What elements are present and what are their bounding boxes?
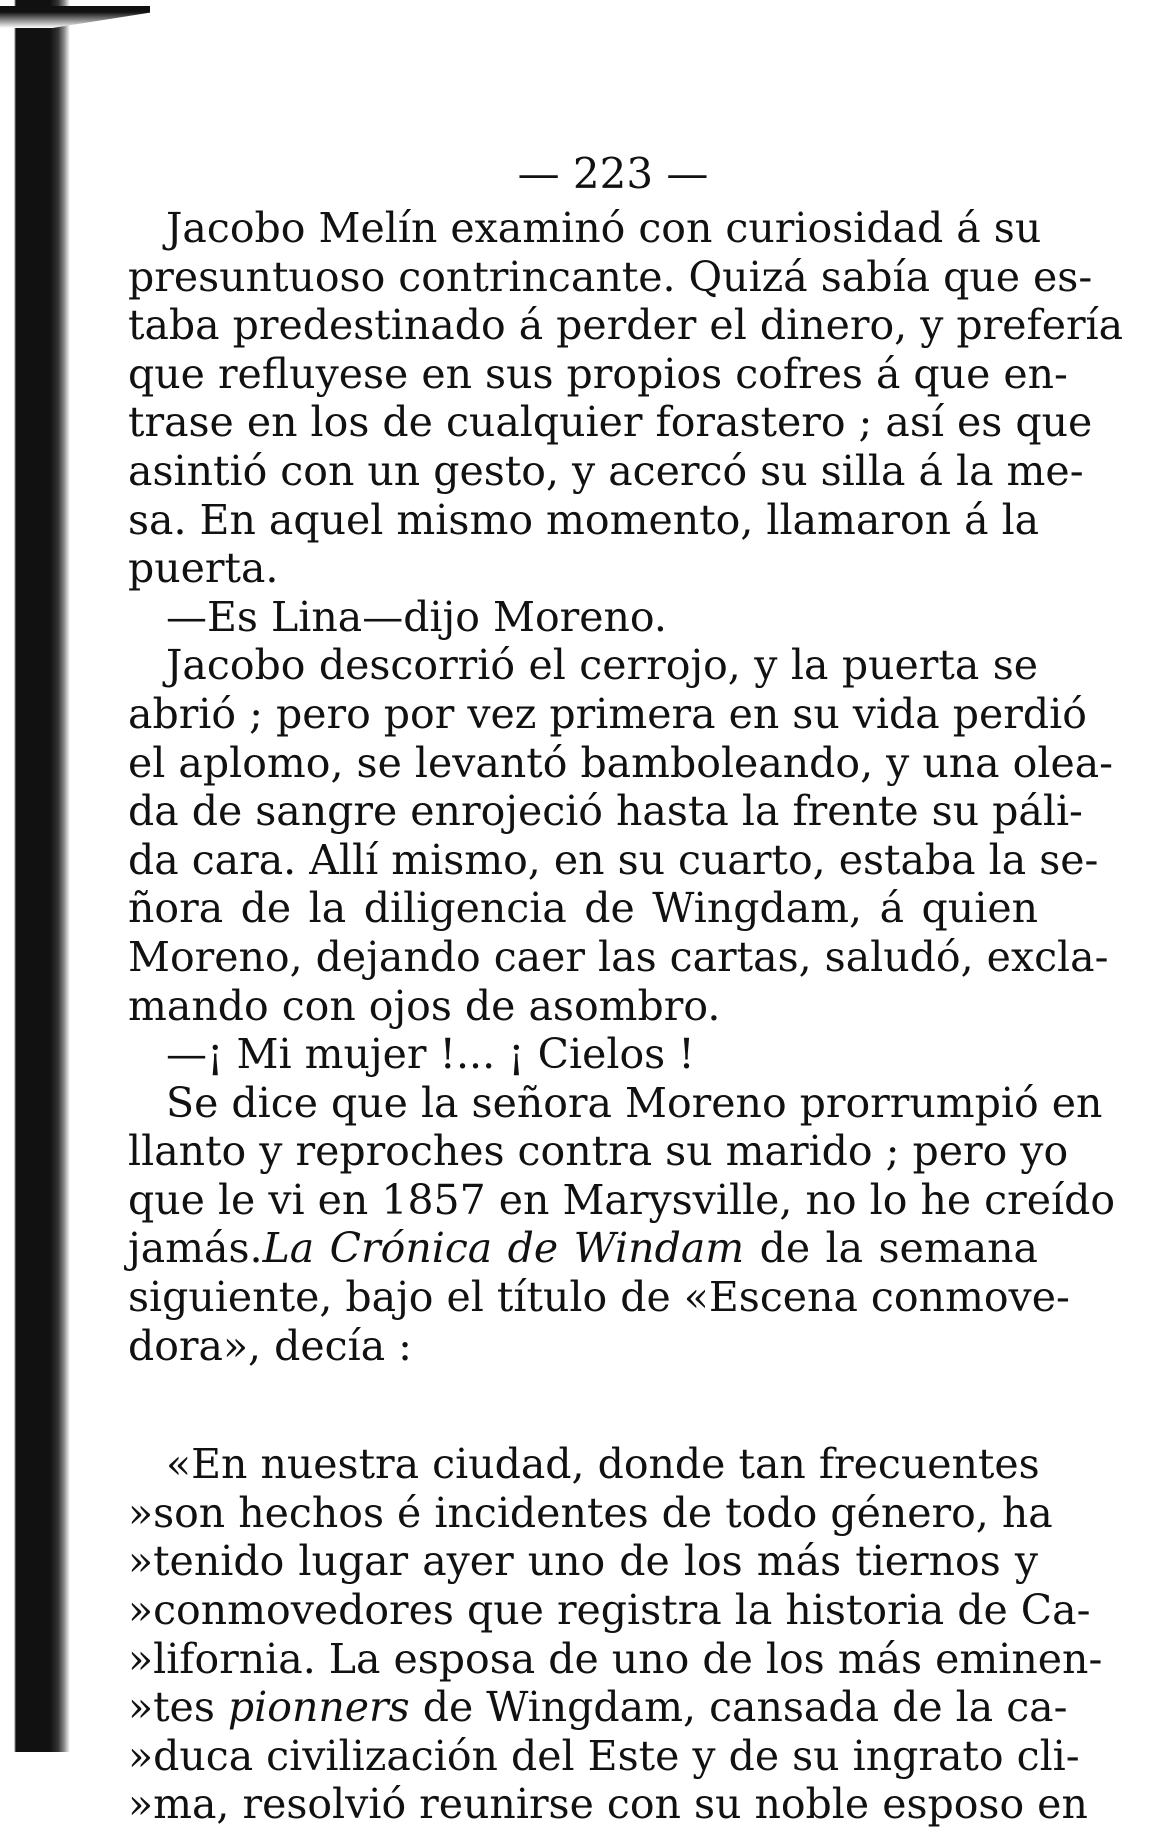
text-line: Moreno, dejando caer las cartas, saludó, excla- [128,932,1109,981]
dialogue-line: —¡ Mi mujer !... ¡ Cielos ! [166,1030,695,1079]
book-page [128,149,1124,1829]
text-line: da de sangre enrojeció hasta la frente su páli- [128,787,1083,836]
text-segment: »tes [128,1683,228,1732]
text-line: el aplomo, se levantó bamboleando, y una olea- [128,738,1114,787]
quote-line: «En nuestra ciudad, donde tan frecuentes [166,1440,1040,1489]
text-line: dora», decía : [128,1321,412,1370]
text-segment: de la semana [744,1224,1038,1273]
quote-line: »tenido lugar ayer uno de los más tiernos y [128,1537,1038,1586]
quote-line: »lifornia. La esposa de uno de los más eminen- [128,1634,1103,1683]
text-line: llanto y reproches contra su marido ; pero yo [128,1127,1069,1176]
text-line: sa. En aquel mismo momento, llamaron á la [128,495,1040,544]
page-number: — 223 — [517,149,709,198]
text-line: puerta. [128,544,279,593]
text-line: taba predestinado á perder el dinero, y prefería [128,301,1124,350]
book-binding-top [0,6,150,28]
text-segment: de Wingdam, cansada de la ca- [409,1683,1068,1732]
text-line: siguiente, bajo el título de «Escena conmove- [128,1273,1070,1322]
italic-word: pionners [227,1683,410,1732]
dialogue-line: —Es Lina—dijo Moreno. [166,592,667,641]
quote-line: »son hechos é incidentes de todo género, ha [128,1488,1053,1537]
text-line: que le vi en 1857 en Marysville, no lo he creído [128,1175,1116,1224]
book-binding-edge [0,0,70,1752]
text-line: ñora de la diligencia de Wingdam, á quien [128,884,1038,933]
text-line: da cara. Allí mismo, en su cuarto, estaba la se- [128,835,1099,884]
text-segment: jamás. [128,1224,263,1273]
section-gap [128,1370,1038,1440]
quote-line-with-italic [128,1683,1068,1732]
text-line: Jacobo Melín examinó con curiosidad á su [166,204,1042,252]
text-line: mando con ojos de asombro. [128,981,721,1030]
text-line: Jacobo descorrió el cerrojo, y la puerta se [166,641,1038,690]
quoted-article [128,1440,1103,1829]
text-line: abrió ; pero por vez primera en su vida perdió [128,689,1087,738]
text-line-with-title [128,1224,1038,1273]
text-line: que refluyese en sus propios cofres á que en- [128,349,1068,398]
text-line: asintió con un gesto, y acercó su silla á la me- [128,446,1084,495]
newspaper-title: La Crónica de Windam [262,1224,745,1273]
quote-line: »conmovedores que registra la historia de Ca- [128,1586,1091,1635]
paragraph-1 [128,204,1124,593]
paragraph-3 [128,1078,1116,1371]
quote-line: »duca civilización del Este y de su ingrato cli- [128,1731,1080,1780]
text-line: trase en los de cualquier forastero ; así es que [128,398,1093,447]
text-line: Se dice que la señora Moreno prorrumpió en [166,1078,1103,1127]
text-line: presuntuoso contrincante. Quizá sabía que es- [128,252,1093,301]
paragraph-2 [128,641,1114,1030]
quote-line: »ma, resolvió reunirse con su noble esposo en [128,1780,1088,1829]
